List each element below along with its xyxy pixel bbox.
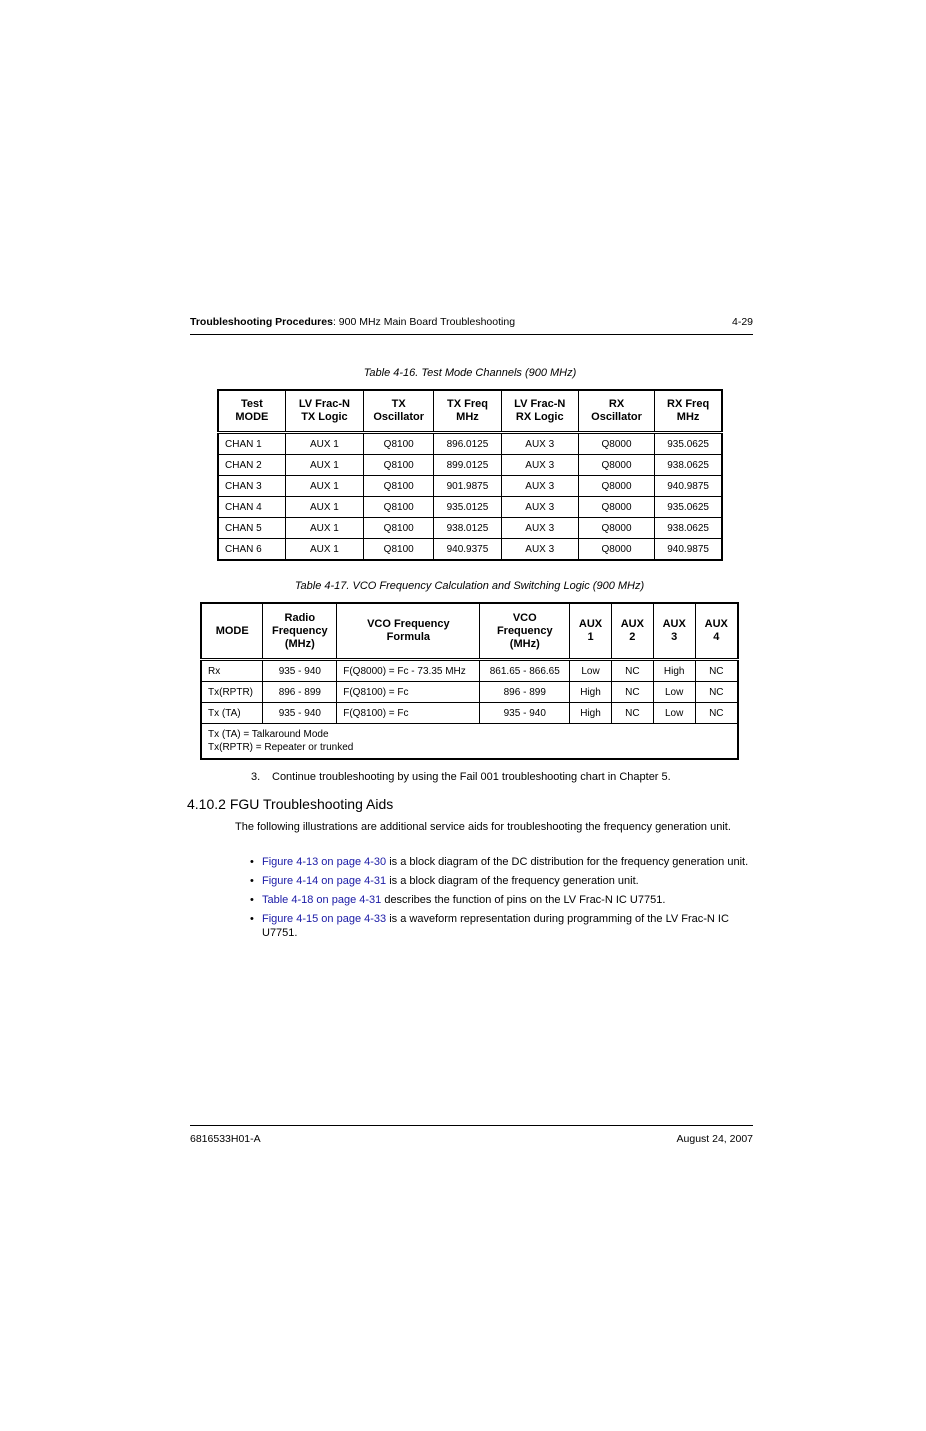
table-cell: Q8100 [364,539,434,561]
table-row [201,703,738,724]
bullet-icon: • [250,875,254,887]
table-cell: Q8100 [364,497,434,518]
table-cell: 896.0125 [434,433,501,455]
table-4-18-link[interactable]: Table 4-18 on page 4-31 [262,894,382,906]
table-cell: AUX 1 [285,518,363,539]
table-row [218,539,722,561]
table2-header-cell: VCO Frequency (MHz) [480,603,570,660]
table-cell: AUX 1 [285,476,363,497]
note-line: Tx(RPTR) = Repeater or trunked [208,742,354,753]
table-cell: CHAN 4 [218,497,285,518]
list-item-text: describes the function of pins on the LV Frac-N IC U7751. [381,894,666,906]
table-cell: NC [695,703,738,724]
table1-caption: Table 4-16. Test Mode Channels (900 MHz) [363,367,577,379]
table2-notes-row [201,724,738,760]
table2-notes [201,724,738,760]
table-cell: 940.9875 [655,539,722,561]
table2-header-row [201,603,738,660]
table-cell: AUX 1 [285,497,363,518]
table-cell: AUX 1 [285,455,363,476]
table-cell: 901.9875 [434,476,501,497]
table-cell: F(Q8100) = Fc [337,682,480,703]
table-cell: 896 - 899 [263,682,337,703]
table1-header-cell: LV Frac-N RX Logic [501,390,578,433]
figure-4-13-link[interactable]: Figure 4-13 on page 4-30 [262,856,387,868]
table-cell: AUX 3 [501,518,578,539]
list-item-text: is a block diagram of the frequency generation unit. [386,875,639,887]
table-cell: 938.0625 [655,518,722,539]
table-cell: Q8100 [364,476,434,497]
table-row [218,455,722,476]
header-section-title: Troubleshooting Procedures: 900 MHz Main Board Troubleshooting [190,316,516,328]
vco-frequency-table [200,602,739,760]
table-cell: Rx [201,660,263,682]
table-cell: 935 - 940 [480,703,570,724]
table1-header-row [218,390,722,433]
table-row [201,682,738,703]
table-cell: Q8000 [578,518,654,539]
table-cell: NC [611,703,653,724]
table-cell: 938.0625 [655,455,722,476]
header-rule [190,334,753,335]
table-cell: NC [695,660,738,682]
page-footer [190,1133,753,1145]
page-number: 4-29 [731,316,753,328]
table-cell: Q8100 [364,455,434,476]
list-item-text: is a waveform representation during programming of the LV Frac-N IC U7751. [262,913,729,939]
table-row [218,518,722,539]
table2-header-cell: AUX 2 [611,603,653,660]
table-row [201,660,738,682]
table2-header-cell: Radio Frequency (MHz) [263,603,337,660]
page-header [190,316,753,328]
table2-header-cell: AUX 4 [695,603,738,660]
table-cell: F(Q8000) = Fc - 73.35 MHz [337,660,480,682]
list-item [250,893,755,907]
list-item [250,912,755,940]
table-cell: 940.9875 [655,476,722,497]
section-intro: The following illustrations are additional service aids for troubleshooting the frequency generation unit. [235,821,731,833]
table-cell: Q8000 [578,497,654,518]
table-row [218,497,722,518]
table1-header-cell: LV Frac-N TX Logic [285,390,363,433]
table-cell: High [570,682,612,703]
table2-header-cell: AUX 1 [570,603,612,660]
section-heading: 4.10.2 FGU Troubleshooting Aids [187,796,394,812]
note-line: Tx (TA) = Talkaround Mode [208,729,329,740]
step-3 [251,771,671,783]
document-number: 6816533H01-A [190,1133,261,1145]
table-cell: 935 - 940 [263,703,337,724]
bullet-icon: • [250,894,254,906]
table-cell: AUX 3 [501,539,578,561]
table-cell: AUX 3 [501,497,578,518]
table-cell: AUX 3 [501,476,578,497]
table-cell: 896 - 899 [480,682,570,703]
table-cell: Q8000 [578,433,654,455]
table-cell: Low [653,703,695,724]
figure-4-14-link[interactable]: Figure 4-14 on page 4-31 [262,875,387,887]
table-cell: Low [570,660,612,682]
table2-header-cell: VCO Frequency Formula [337,603,480,660]
document-date: August 24, 2007 [676,1133,753,1145]
table-row [218,476,722,497]
table1-header-cell: TX Freq MHz [434,390,501,433]
table2-header-cell: AUX 3 [653,603,695,660]
table-cell: CHAN 2 [218,455,285,476]
table-cell: Q8000 [578,455,654,476]
table-row [218,433,722,455]
table-cell: NC [611,682,653,703]
table2-header-cell: MODE [201,603,263,660]
table-cell: Q8000 [578,539,654,561]
table-cell: AUX 1 [285,433,363,455]
table-cell: Q8100 [364,433,434,455]
table1-header-cell: RX Freq MHz [655,390,722,433]
test-mode-channels-table [217,389,723,561]
table-cell: Q8000 [578,476,654,497]
table-cell: 935.0625 [655,433,722,455]
table-cell: NC [695,682,738,703]
service-aids-list [250,855,755,945]
table-cell: AUX 1 [285,539,363,561]
list-item [250,855,755,869]
table-cell: 935.0625 [655,497,722,518]
table-cell: 935.0125 [434,497,501,518]
table-cell: CHAN 1 [218,433,285,455]
list-item-text: is a block diagram of the DC distribution for the frequency generation unit. [386,856,749,868]
table-cell: High [653,660,695,682]
figure-4-15-link[interactable]: Figure 4-15 on page 4-33 [262,913,387,925]
table-cell: NC [611,660,653,682]
table-cell: 940.9375 [434,539,501,561]
step-text: Continue troubleshooting by using the Fail 001 troubleshooting chart in Chapter 5. [272,771,671,783]
table-cell: 899.0125 [434,455,501,476]
footer-rule [190,1125,753,1126]
table-cell: F(Q8100) = Fc [337,703,480,724]
list-item [250,874,755,888]
table-cell: CHAN 5 [218,518,285,539]
bullet-icon: • [250,913,254,925]
table1-header-cell: RX Oscillator [578,390,654,433]
table-cell: High [570,703,612,724]
table1-header-cell: TX Oscillator [364,390,434,433]
table-cell: 861.65 - 866.65 [480,660,570,682]
table-cell: 938.0125 [434,518,501,539]
table-cell: CHAN 3 [218,476,285,497]
step-number: 3. [251,771,261,783]
table-cell: Q8100 [364,518,434,539]
table1-header-cell: Test MODE [218,390,285,433]
table-cell: Tx(RPTR) [201,682,263,703]
table-cell: AUX 3 [501,455,578,476]
bullet-icon: • [250,856,254,868]
table-cell: CHAN 6 [218,539,285,561]
table-cell: AUX 3 [501,433,578,455]
table-cell: Tx (TA) [201,703,263,724]
table-cell: Low [653,682,695,703]
table2-caption: Table 4-17. VCO Frequency Calculation and Switching Logic (900 MHz) [294,580,645,592]
table-cell: 935 - 940 [263,660,337,682]
